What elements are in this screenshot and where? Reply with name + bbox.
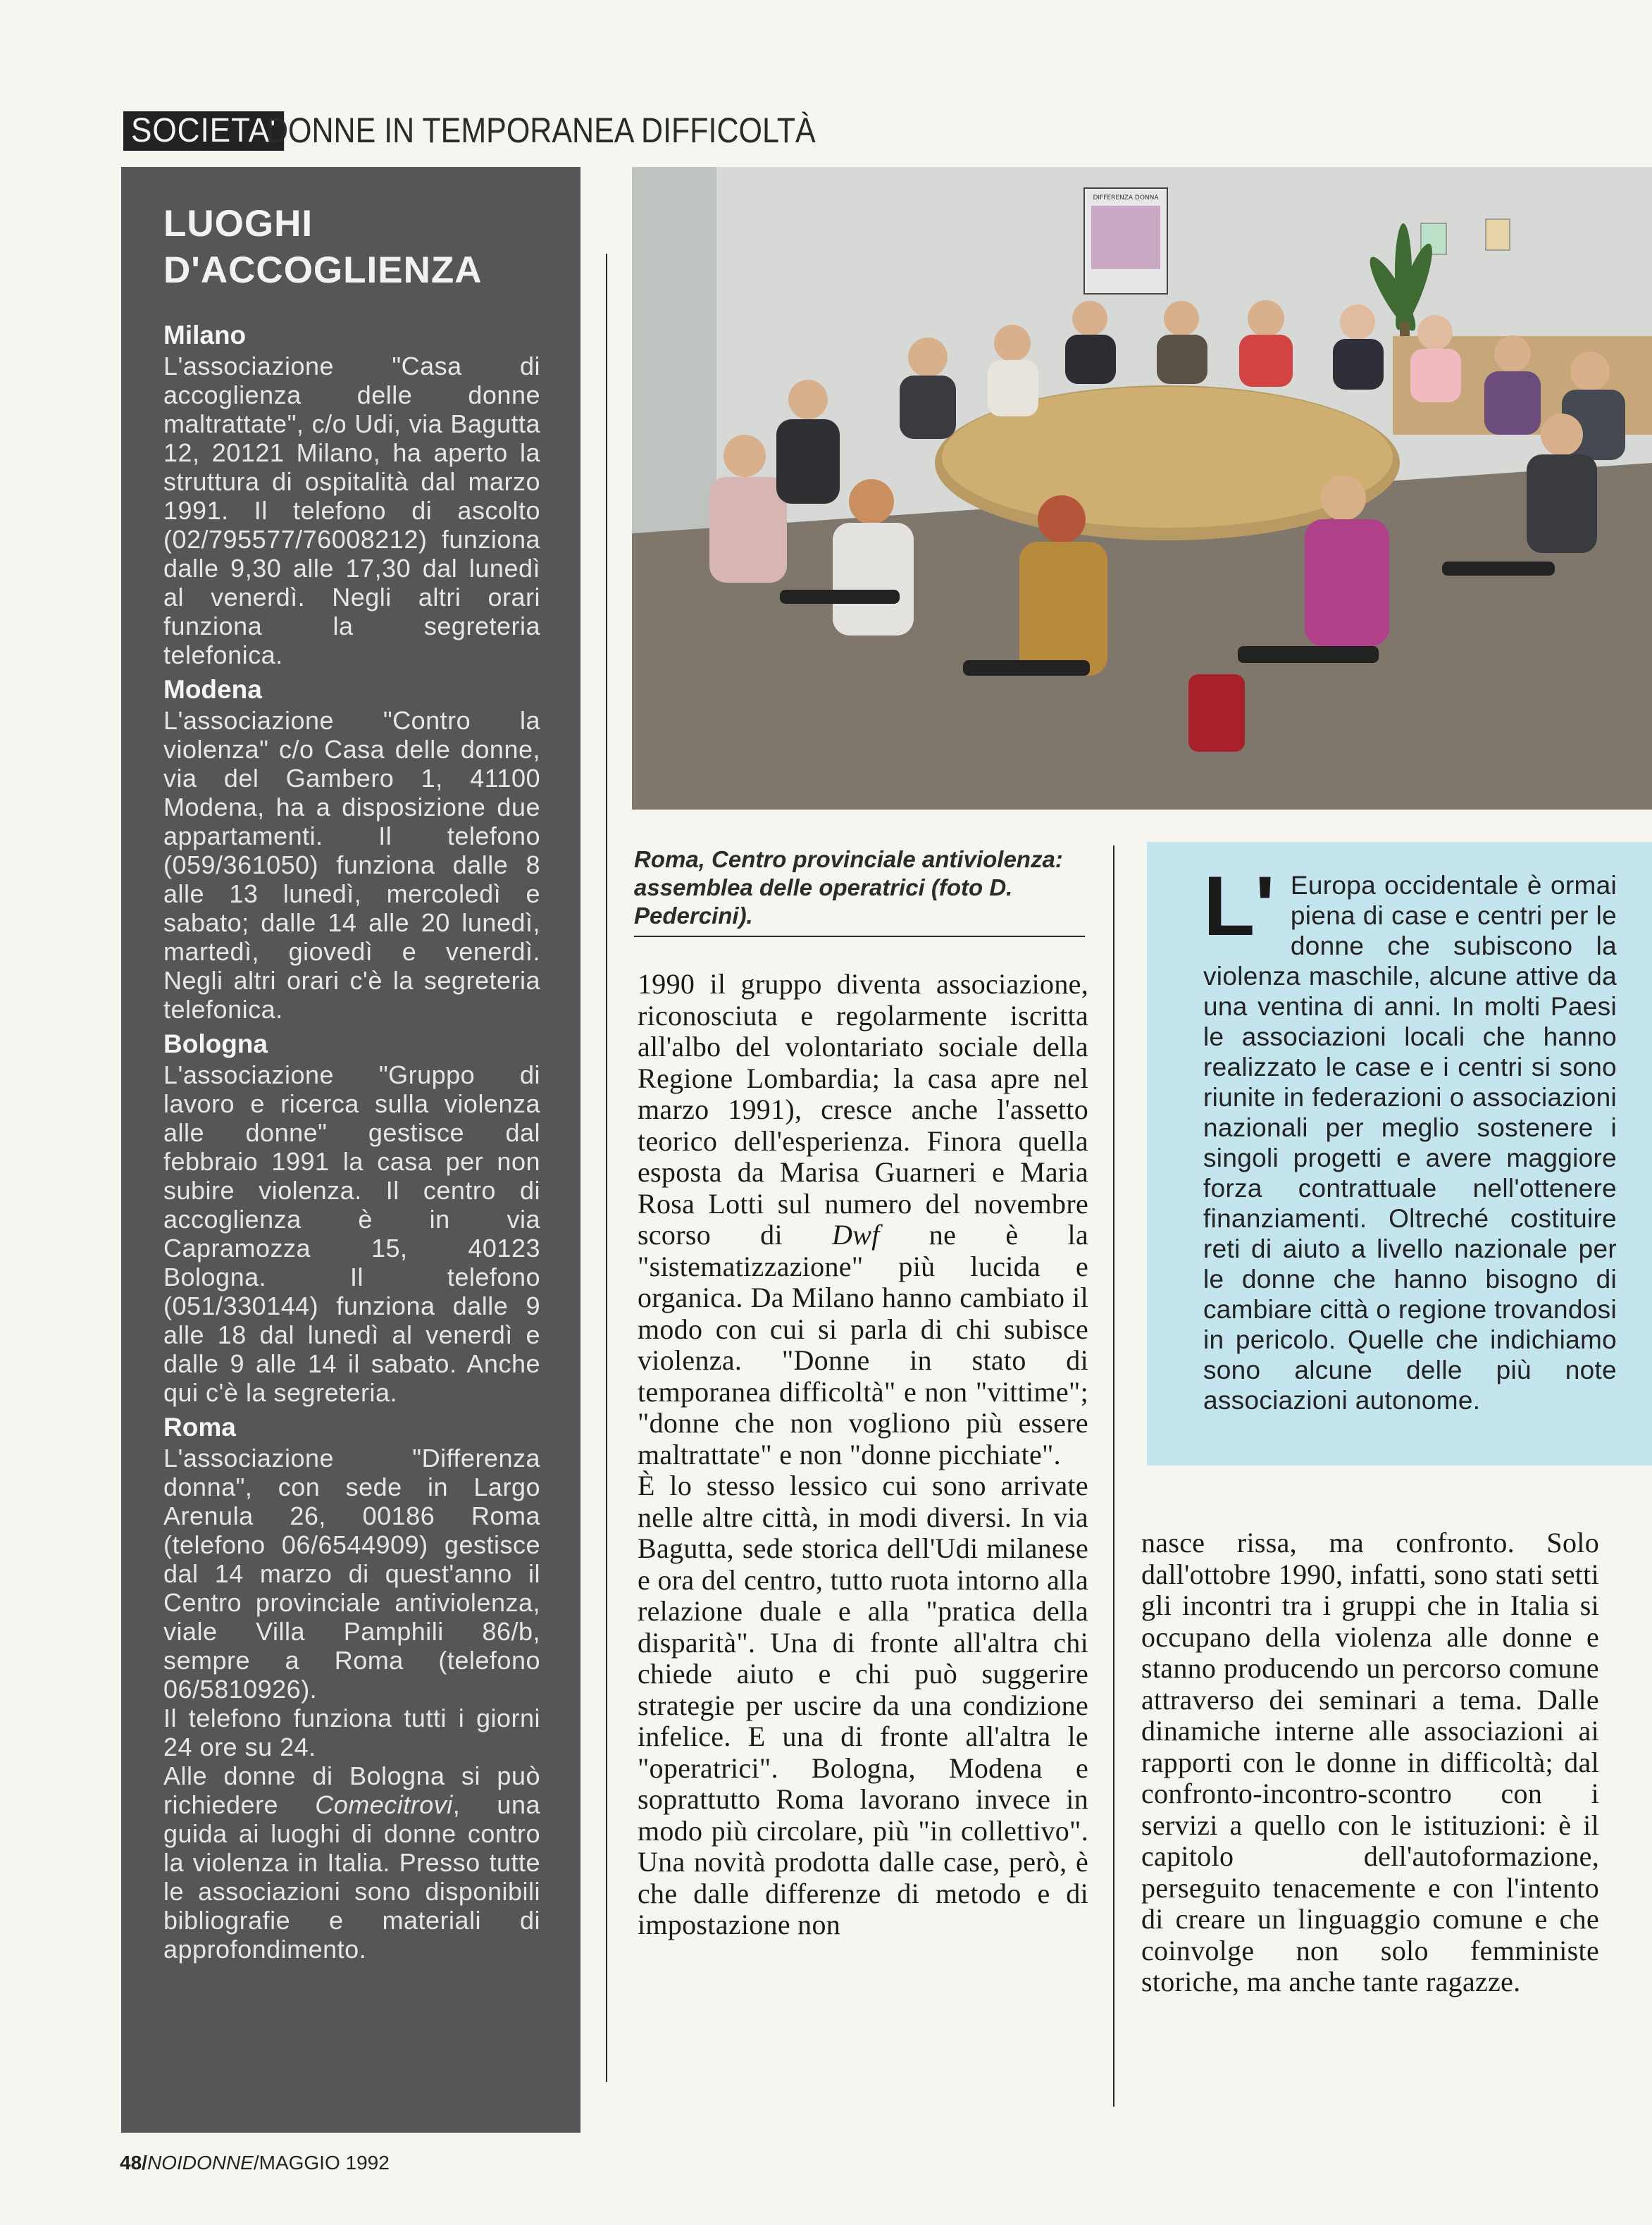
city-heading: Milano: [163, 321, 247, 349]
sidebar-title-line: LUOGHI: [163, 203, 313, 244]
page-number: 48/: [120, 2152, 147, 2174]
section-title: DONNE IN TEMPORANEA DIFFICOLTÀ: [266, 111, 816, 150]
sidebar-title: [163, 201, 580, 294]
section-tag: SOCIETA': [123, 111, 284, 151]
photo-caption: Roma, Centro provinciale antiviolenza: assemblea delle operatrici (foto D. Pedercini).: [634, 845, 1085, 937]
intro-text: Europa occidentale è ormai piena di case e centri per le donne che subiscono la violenza maschile, alcune attive da una ventina di anni. In molti Paesi le associazioni locali che hanno realizzato le case e i centri si sono riunite in federazioni o associazioni nazionali per meglio sostenere i singoli progetti e avere maggiore forza contrattuale nell'ottenere finanziamenti. Oltreché costituire reti di aiuto a livello nazionale per le donne che hanno bisogno di cambiare città o regione trovandosi in pericolo. Quelle che indichiamo sono alcune delle più note associazioni autonome.: [1203, 871, 1617, 1415]
sidebar-extra-text: [163, 1761, 540, 1964]
city-heading: Bologna: [163, 1029, 268, 1058]
meeting-photo: [632, 167, 1652, 810]
magazine-title: Dwf: [832, 1219, 880, 1251]
city-text: L'associazione "Differenza donna", con sede in Largo Arenula 26, 00186 Roma (telefono 06/6544909) gestisce dal 14 marzo di quest'anno il Centro provinciale antiviolenza, viale Villa Pamphili 86/b, sempre a Roma (telefono 06/5810926).: [163, 1444, 540, 1704]
city-text: L'associazione "Gruppo di lavoro e ricerca sulla violenza alle donne" gestisce dal febbraio 1991 la casa per non subire violenza. Il centro di accoglienza è in via Capramozza 15, 40123 Bologna. Il telefono (051/330144) funziona dalle 9 alle 18 dal lunedì al venerdì e dalle 9 alle 14 il sabato. Anche qui c'è la segreteria.: [163, 1060, 540, 1407]
guide-title: Comecitrovi: [315, 1790, 453, 1819]
column-rule: [606, 254, 607, 2082]
text-span: Alle donne di Bologna si può richiedere: [163, 1761, 540, 1819]
sidebar-title-line: D'ACCOGLIENZA: [163, 249, 483, 291]
article-paragraph: nasce rissa, ma confronto. Solo dall'ottobre 1990, infatti, sono stati setti gli incontri tra i gruppi che in Italia si occupano della violenza alle donne e stanno producendo un percorso comune attraverso dei seminari a tema. Dalle dinamiche interne alle associazioni ai rapporti con le donne in difficoltà; dal confronto-incontro-scontro con i servizi a quello con le istituzioni: è il capitolo dell'autoformazione, perseguito tenacemente e con l'intento di creare un linguaggio comune e che coinvolge non solo femministe storiche, ma anche tante ragazze.: [1141, 1527, 1599, 1997]
sidebar-extra-text: Il telefono funziona tutti i giorni 24 ore su 24.: [163, 1704, 540, 1761]
city-heading: Modena: [163, 675, 262, 704]
city-heading: Roma: [163, 1413, 236, 1442]
magazine-name: NOIDONNE: [147, 2152, 254, 2174]
page-footer: [120, 2151, 390, 2175]
poster-text: DIFFERENZA DONNA: [1093, 194, 1159, 202]
issue-date: /MAGGIO 1992: [253, 2152, 390, 2174]
intro-box: [1147, 842, 1652, 1465]
column-rule: [1113, 845, 1114, 2107]
article-paragraph: [638, 969, 1088, 1470]
meeting-photo-illustration: [632, 167, 1652, 810]
text-span: 1990 il gruppo diventa associazione, riconosciuta e regolarmente iscritta all'albo del volontariato sociale della Regione Lombardia; la casa apre nel marzo 1991), cresce anche l'assetto teorico dell'esperienza. Finora quella esposta da Marisa Guarneri e Maria Rosa Lotti sul numero del novembre scorso di: [638, 968, 1088, 1251]
article-paragraph: È lo stesso lessico cui sono arrivate nelle altre città, in modi diversi. In via Bagutta, sede storica dell'Udi milanese e ora del centro, tutto ruota intorno alla relazione duale e alla "pratica della disparità". Una di fronte all'altra chi chiede aiuto e chi può suggerire strategie per uscire da una condizione infelice. E una di fronte all'altra le "operatrici". Bologna, Modena e soprattutto Roma lavorano invece in modo più circolare, più "in collettivo". Una novità prodotta dalle case, però, è che dalle differenze di metodo e di impostazione non: [638, 1470, 1088, 1940]
text-span: , una guida ai luoghi di donne contro la violenza in Italia. Presso tutte le associazioni sono disponibili bibliografie e materiali di approfondimento.: [163, 1790, 540, 1964]
text-span: ne è la "sistematizzazione" più lucida e organica. Da Milano hanno cambiato il modo con cui si parla di chi subisce violenza. "Donne in stato di temporanea difficoltà" e non "vittime"; "donne che non vogliono più essere maltrattate" e non "donne picchiate".: [638, 1219, 1088, 1470]
sidebar-box: [121, 167, 580, 2133]
drop-cap: L': [1203, 859, 1275, 953]
article-column-right: [1141, 1527, 1599, 1998]
city-text: L'associazione "Contro la violenza" c/o Casa delle donne, via del Gambero 1, 41100 Modena, ha a disposizione due appartamenti. Il telefono (059/361050) funziona dalle 8 alle 13 lunedì, mercoledì e sabato; dalle 14 alle 20 lunedì, martedì, giovedì e venerdì. Negli altri orari c'è la segreteria telefonica.: [163, 706, 540, 1024]
city-text: L'associazione "Casa di accoglienza delle donne maltrattate", c/o Udi, via Bagutta 12, 20121 Milano, ha aperto la struttura di ospitalità dal marzo 1991. Il telefono di ascolto (02/795577/76008212) funziona dalle 9,30 alle 17,30 dal lunedì al venerdì. Negli altri orari funziona la segreteria telefonica.: [163, 352, 540, 669]
article-column-middle: [638, 969, 1088, 1941]
